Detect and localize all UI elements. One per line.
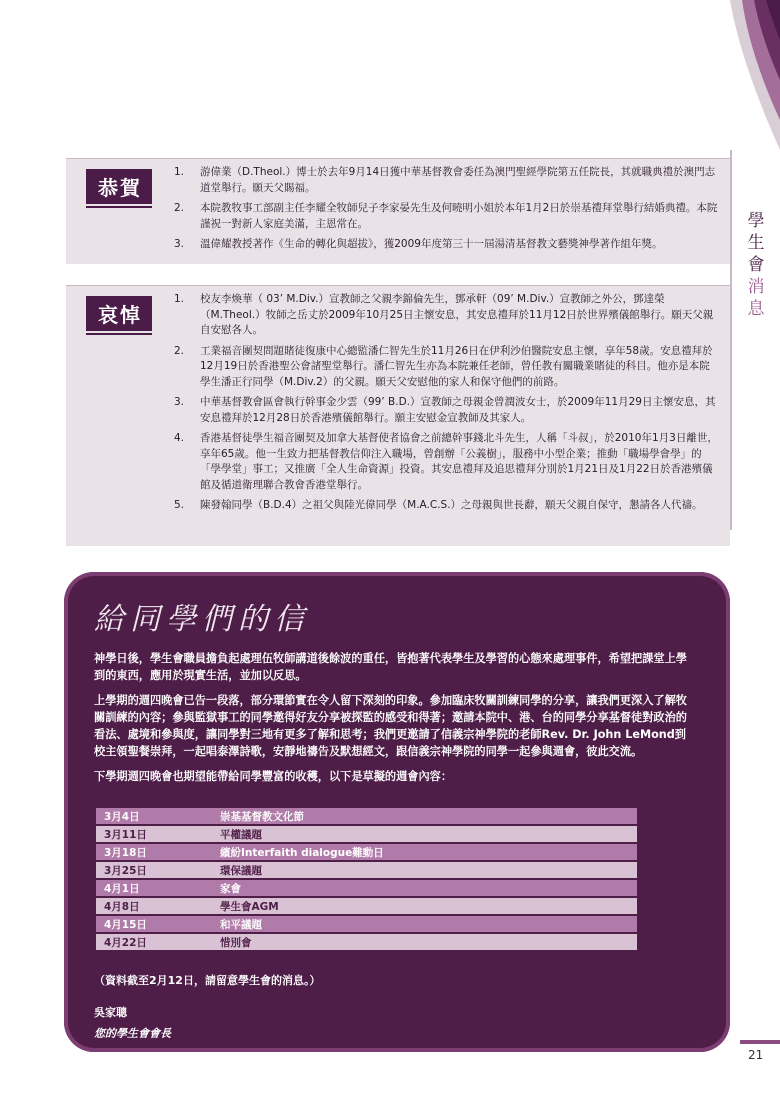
schedule-table xyxy=(96,808,637,952)
letter-paragraph: 下學期週四晚會也期望能帶給同學豐富的收穫，以下是草擬的週會內容： xyxy=(94,770,453,783)
decorative-corner-graphic xyxy=(710,0,780,150)
schedule-topic: 環保議題 xyxy=(212,861,637,879)
letter-body xyxy=(94,650,694,793)
congratulations-heading: 恭賀 xyxy=(86,169,152,204)
side-divider xyxy=(730,150,732,530)
schedule-topic: 崇基基督教文化節 xyxy=(212,808,637,825)
item-number: 3. xyxy=(174,396,185,408)
congratulations-section xyxy=(66,158,730,264)
schedule-date: 4月8日 xyxy=(96,897,212,915)
schedule-date: 4月15日 xyxy=(96,915,212,933)
list-item xyxy=(174,431,718,493)
letter-paragraph: 上學期的週四晚會已告一段落，部分環節實在令人留下深刻的印象。參加臨床牧關訓練同學的分享，讓我們更深入了解牧關訓練的內容；參與監獄事工的同學邀得好友分享被探監的感受和得著；邀請本院中、港、台的同學分享基督徒對政治的看法、處境和參與度，讓同學對三地有更多了解和思考；我們更邀請了信義宗神學院的老師Rev. Dr. John LeMond到校主領聖餐崇拜，一起唱泰澤詩歌，安靜地禱告及默想經文，跟信義宗神學院的同學一起參與週會，彼此交流。 xyxy=(94,694,687,758)
side-title-char: 息 xyxy=(747,299,765,319)
condolence-heading: 哀悼 xyxy=(86,296,152,331)
schedule-date: 4月22日 xyxy=(96,933,212,951)
item-text: 溫偉耀教授著作《生命的轉化與超拔》，獲2009年度第三十一屆湯清基督教文藝獎神學著作組年獎。 xyxy=(200,238,663,250)
side-title-char: 會 xyxy=(747,255,765,275)
list-item xyxy=(174,292,718,339)
table-row xyxy=(96,897,637,915)
table-row xyxy=(96,861,637,879)
list-item xyxy=(174,237,718,253)
congratulations-list xyxy=(174,165,718,258)
side-title-char: 學 xyxy=(747,211,765,231)
section-side-title xyxy=(743,210,769,320)
schedule-date: 4月1日 xyxy=(96,879,212,897)
item-text: 本院教牧事工部副主任李耀全牧師兒子李家晏先生及何曉明小姐於本年1月2日於崇基禮拜堂舉行結婚典禮。本院謹祝一對新人家庭美滿，主恩常在。 xyxy=(200,202,718,230)
schedule-topic: 和平議題 xyxy=(212,915,637,933)
table-row xyxy=(96,843,637,861)
table-row xyxy=(96,915,637,933)
item-number: 4. xyxy=(174,432,185,444)
page-number: 21 xyxy=(748,1048,764,1062)
item-number: 2. xyxy=(174,344,185,357)
condolence-section xyxy=(66,285,730,546)
list-item xyxy=(174,344,718,391)
table-row xyxy=(96,879,637,897)
list-item xyxy=(174,498,718,514)
condolence-list xyxy=(174,292,718,519)
letter-panel xyxy=(64,572,730,1052)
footer-accent-bar xyxy=(740,1040,780,1044)
item-text: 校友李煥華（ 03’ M.Div.）宣教師之父親李錦倫先生，鄧承軒（09’ M.Div.）宣教師之外公，鄧達榮（M.Theol.）牧師之岳丈於2009年10月25日主懷安息，其安息禮拜於11月12日於世界殯儀館舉行。願天父親自安慰各人。 xyxy=(200,293,714,336)
item-number: 5. xyxy=(174,499,185,511)
item-text: 中華基督教會區會執行幹事金少雲（99’ B.D.）宣教師之母親金曾潤波女士，於2009年11月29日主懷安息，其安息禮拜於12月28日於香港殯儀館舉行。願主安慰金宣教師及其家人。 xyxy=(200,396,716,424)
table-row xyxy=(96,808,637,825)
schedule-topic: 學生會AGM xyxy=(212,897,637,915)
side-title-char: 生 xyxy=(747,233,765,253)
schedule-topic: 繽紛Interfaith dialogue難動日 xyxy=(212,843,637,861)
table-row xyxy=(96,825,637,843)
item-text: 游偉業（D.Theol.）博士於去年9月14日獲中華基督教會委任為澳門聖經學院第五任院長，其就職典禮於澳門志道堂舉行。願天父賜福。 xyxy=(200,166,716,194)
item-number: 1. xyxy=(174,293,185,305)
signer-role: 您的學生會會長 xyxy=(94,1027,171,1040)
list-item xyxy=(174,395,718,426)
item-number: 2. xyxy=(174,202,185,214)
list-item xyxy=(174,201,718,232)
signer-name: 吳家聰 xyxy=(94,1006,127,1019)
letter-title: 給同學們的信 xyxy=(94,602,310,637)
table-row xyxy=(96,933,637,951)
schedule-topic: 惜別會 xyxy=(212,933,637,951)
item-number: 1. xyxy=(174,166,185,178)
schedule-date: 3月11日 xyxy=(96,825,212,843)
item-number: 3. xyxy=(174,238,185,250)
schedule-date: 3月4日 xyxy=(96,808,212,825)
schedule-topic: 平權議題 xyxy=(212,825,637,843)
item-text: 香港基督徒學生福音團契及加拿大基督使者協會之前總幹事錢北斗先生，人稱「斗叔」，於2010年1月3日離世，享年65歲。他一生致力把基督教信仰注入職場，曾創辦「公義樹」，服務中小型企業；推動「職場學會學」的「學學堂」事工；又推廣「全人生命資源」投資。其安息禮拜及追思禮拜分別於1月21日及1月22日於香港殯儀館及循道衛理聯合教會香港堂舉行。 xyxy=(200,432,718,491)
schedule-topic: 家會 xyxy=(212,879,637,897)
schedule-date: 3月25日 xyxy=(96,861,212,879)
list-item xyxy=(174,165,718,196)
schedule-date: 3月18日 xyxy=(96,843,212,861)
schedule-note: （資料截至2月12日，請留意學生會的消息。） xyxy=(94,974,321,987)
letter-paragraph: 神學日後，學生會職員擔負起處理伍牧師講道後餘波的重任，皆抱著代表學生及學習的心態來處理事件，希望把課堂上學到的東西，應用於現實生活，並加以反思。 xyxy=(94,652,687,682)
side-title-char: 消 xyxy=(747,277,765,297)
item-text: 工業福音團契問題賭徒復康中心總監潘仁智先生於11月26日在伊利沙伯醫院安息主懷，享年58歲。安息禮拜於12月19日於香港聖公會諸聖堂舉行。潘仁智先生亦為本院兼任老師，曾任教有關職業賭徒的科目。他亦是本院學生潘正行同學（M.Div.2）的父親。願天父安慰他的家人和保守他們的前路。 xyxy=(200,344,713,388)
item-text: 陳發翰同學（B.D.4）之祖父與陸光偉同學（M.A.C.S.）之母親與世長辭，願天父親自保守，懇請各人代禱。 xyxy=(200,499,703,511)
